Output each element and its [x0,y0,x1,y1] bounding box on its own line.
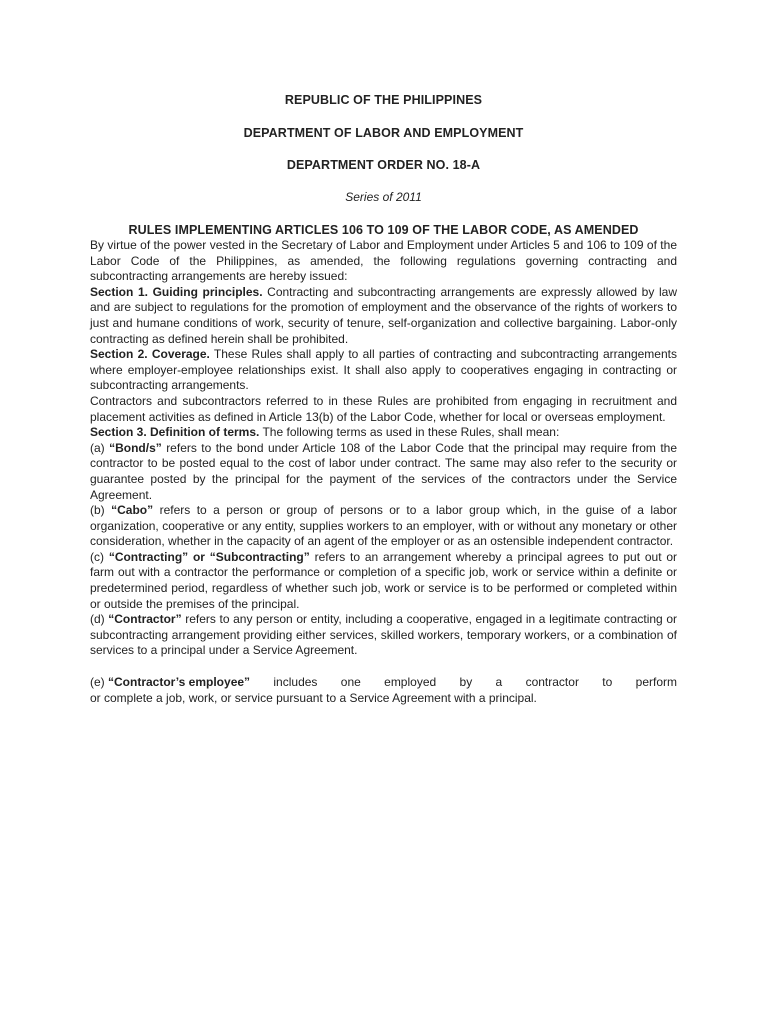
definition-e-word: employed [384,675,437,690]
definition-a-term: “Bond/s” [109,440,162,455]
definition-d-term: “Contractor” [108,612,182,627]
section-1-heading: Section 1. Guiding principles. [90,284,263,299]
header-series: Series of 2011 [345,190,422,204]
definition-c-text: refers to an arrangement whereby a principal agrees to put out or farm out with a contractor the performance or completion of a specific job, work or service within a definite or predetermined period, regardless of whether such job, work or service is to be performed or completed within or outside the premises of the principal. [90,549,678,611]
definition-e-word: by [459,675,473,690]
definition-b-text: refers to a person or group of persons or to a labor group which, in the guise of a labor organization, cooperative or any entity, supplies workers to an employer, with or without any monetary or other consideration, whether in the capacity of an agent of the employer or as an ostensible independent contractor. [90,503,678,549]
definition-e-term: “Contractor’s employee” [108,675,251,690]
definition-a-text: refers to the bond under Article 108 of the Labor Code that the principal may require from the contractor to be posted equal to the cost of labor under contract. The same may also refer to the security or guarantee posted by the principal for the payment of the services of the contractors under the Service Agreement. [90,440,678,502]
intro-paragraph: By virtue of the power vested in the Secretary of Labor and Employment under Articles 5 and 106 to 109 of the Labor Code of the Philippines, as amended, the following regulations governing contracting and subcontracting arrangements are hereby issued: [90,238,677,284]
definition-e-word: a [495,675,503,690]
definition-e-word: to [602,675,613,690]
definition-b-prefix: (b) [90,503,112,518]
definition-e-prefix: (e) [90,675,108,690]
definition-c-prefix: (c) [90,549,109,564]
definition-a-prefix: (a) [90,440,110,455]
definition-e-line-1 [90,675,677,691]
definition-e-word: contractor [525,675,579,690]
document-title: RULES IMPLEMENTING ARTICLES 106 TO 109 OF THE LABOR CODE, AS AMENDED [128,223,639,237]
section-2-paragraph [90,347,677,394]
definition-e-word: includes [273,675,318,690]
definition-e-line-2: or complete a job, work, or service pursuant to a Service Agreement with a principal. [90,690,537,705]
definition-e-word: one [340,675,361,690]
section-3-paragraph [90,425,677,441]
definition-a [90,441,677,503]
section-2-heading: Section 2. Coverage. [90,347,210,362]
definition-d-prefix: (d) [90,612,109,627]
definition-d [90,612,677,659]
definition-c-term: “Contracting” or “Subcontracting” [108,549,310,564]
section-2-text: These Rules shall apply to all parties of contracting and subcontracting arrangements where employer-employee relationships exist. It shall also apply to cooperatives engaging in contracting or subcontracting arrangements. [90,347,677,393]
definition-e [90,675,677,706]
contractors-paragraph: Contractors and subcontractors referred to in these Rules are prohibited from engaging in recruitment and placement activities as defined in Article 13(b) of the Labor Code, whether for local or overseas employment. [90,393,677,424]
definition-b-term: “Cabo” [111,503,154,518]
section-3-heading: Section 3. Definition of terms. [90,425,260,440]
definition-e-lead [90,675,250,691]
definition-b [90,503,677,550]
header-order-number: DEPARTMENT ORDER NO. 18-A [286,158,481,172]
document-page [90,92,677,706]
header-republic: REPUBLIC OF THE PHILIPPINES [284,93,483,107]
definition-d-text: refers to any person or entity, including a cooperative, engaged in a legitimate contracting or subcontracting arrangement providing either services, skilled workers, temporary workers, or a combination of services to a principal under a Service Agreement. [90,612,677,658]
definition-e-word: perform [635,675,677,690]
section-3-text: The following terms as used in these Rules, shall mean: [259,425,560,440]
definition-c [90,550,677,612]
section-1-paragraph [90,285,677,347]
section-1-text: Contracting and subcontracting arrangements are expressly allowed by law and are subject to regulations for the promotion of employment and the observance of the rights of workers to just and humane conditions of work, security of tenure, self-organization and collective bargaining. Labor-only contracting as defined herein shall be prohibited. [90,284,677,346]
header-department: DEPARTMENT OF LABOR AND EMPLOYMENT [243,126,524,140]
